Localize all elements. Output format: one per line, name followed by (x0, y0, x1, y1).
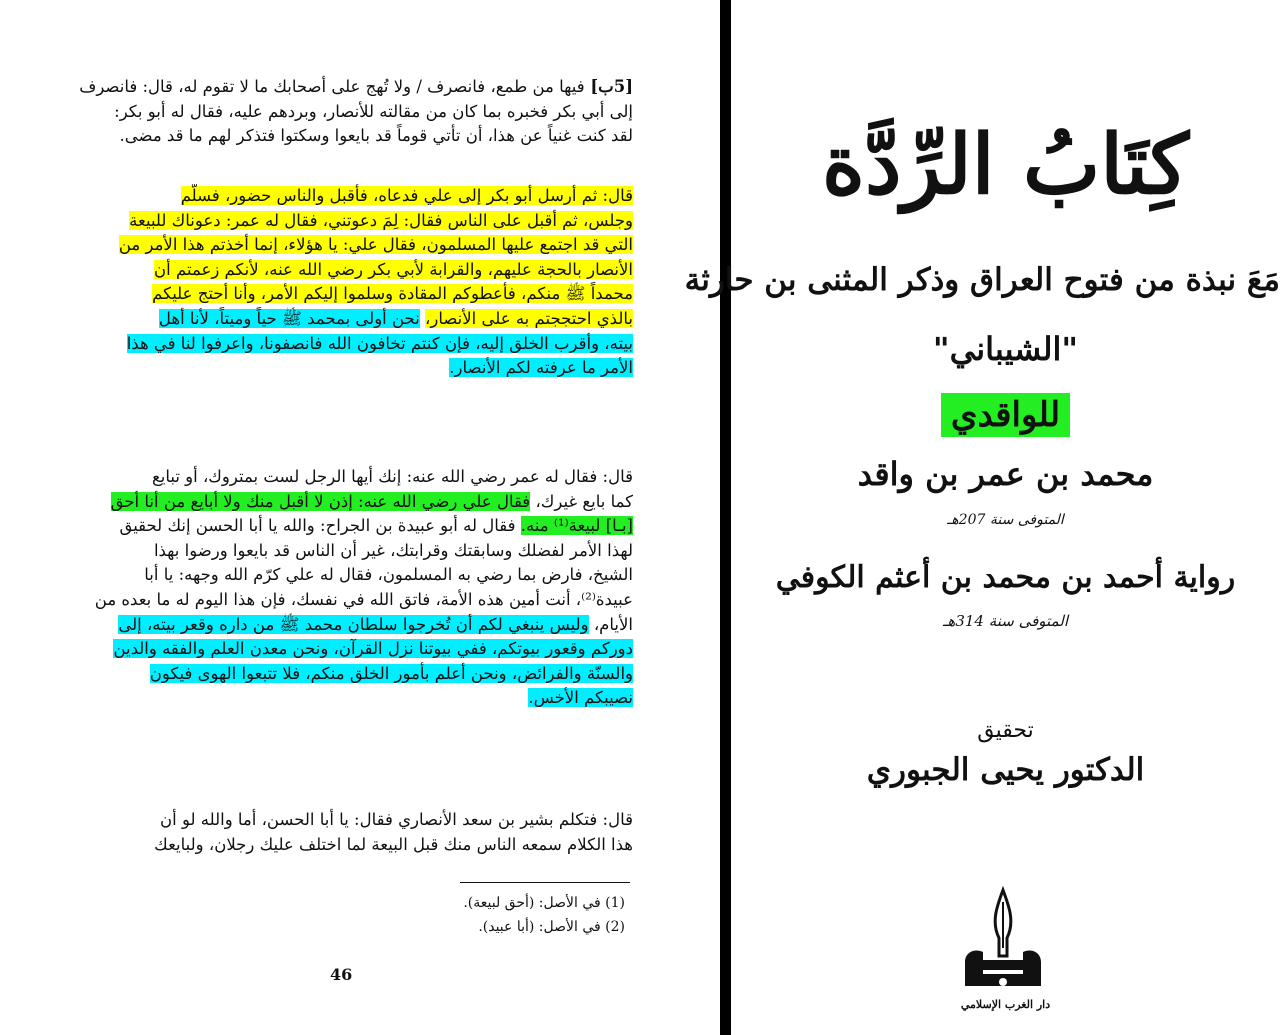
highlighted-text: فقال علي رضي الله عنه: إذن لا أقبل منك ولا أبايع من أنا أحق (110, 491, 531, 511)
text-line (55, 124, 633, 149)
highlighted-text: دوركم وقعور بيوتكم، ففي بيوتنا نزل القرآن، ونحن معدن العلم والفقه والدين (113, 639, 633, 659)
page-divider (720, 0, 731, 1035)
text-line (55, 258, 633, 283)
text-line (55, 465, 633, 490)
text-line: هذا الكلام سمعه الناس منك قبل البيعة لما اختلف عليك رجلان، ولبايعك (154, 834, 633, 854)
text-line (55, 184, 633, 209)
line-text: فقال له أبو عبيدة بن الجراح: والله يا أبا الحسن إنك لحقيق (119, 516, 521, 536)
highlighted-text: الأنصار بالحجة عليهم، والقرابة لأبي بكر رضي الله عنه، لأنكم زعمتم أن (154, 259, 633, 279)
author-short-wrap (731, 393, 1280, 437)
author-full-name: محمد بن عمر بن واقد (857, 455, 1154, 493)
editing-label: تحقيق (977, 718, 1034, 743)
publisher-logo-icon (953, 886, 1053, 996)
text-line (55, 539, 633, 564)
manuscript-page-mark: [5ب] (584, 77, 633, 96)
highlighted-text: التي قد اجتمع عليها المسلمون، فقال علي: يا هؤلاء، إنما أخذتم هذا الأمر من (118, 235, 633, 255)
highlighted-text: بيته، وأقرب الخلق إليه، فإن كنتم تخافون الله فانصفونا، واعرفوا لنا في هذا (126, 333, 633, 353)
author-death-date: المتوفى سنة 207هـ (947, 512, 1064, 528)
text-line (55, 100, 633, 125)
text-line (55, 686, 633, 711)
line-text: الشيخ، فارض بما رضي به المسلمون، فقال له علي كرّم الله وجهه: يا أبا (144, 565, 633, 585)
right-page (684, 0, 1280, 1035)
text-line (55, 490, 633, 515)
text-line: قال: فتكلم بشير بن سعد الأنصاري فقال: يا أبا الحسن، أما والله لو أن (160, 810, 633, 829)
text-line (55, 209, 633, 234)
paragraph-3 (55, 465, 633, 711)
highlighted-text: وليس ينبغي لكم أن تُخرجوا سلطان محمد ﷺ من داره وقعر بيته، إلى (118, 614, 589, 634)
highlighted-text: نصيبكم الأخس. (528, 688, 633, 708)
line-text: الأيام، (588, 614, 633, 634)
line-text: قال: فقال له عمر رضي الله عنه: إنك أيها الرجل لست بمتروك، أو تبايع (151, 467, 633, 486)
text-line (55, 75, 633, 100)
subtitle-name: "الشيباني" (932, 330, 1079, 368)
highlighted-text: وجلس، ثم أقبل على الناس فقال: لِمَ دعوتني، فقال له عمر: دعوناك للبيعة (129, 210, 633, 230)
footnote-1: (1) في الأصل: (أحق لبيعة). (463, 895, 625, 911)
footnote-separator (460, 882, 630, 883)
line-text: فيها من طمع، فانصرف / ولا تُهج على أصحابك ما لا تقوم له، قال: فانصرف (79, 77, 585, 96)
footnote-2: (2) في الأصل: (أبا عبيد). (478, 919, 625, 935)
line-text: عبيدة⁽²⁾، أنت أمين هذه الأمة، فاتق الله في نفسك، فإن هذا اليوم له ما بعده من (94, 589, 633, 609)
text-line (55, 588, 633, 613)
highlighted-text: [بـا] لبيعة⁽¹⁾ منه. (520, 516, 633, 536)
line-text: لقد كنت غنياً عن هذا، أن تأتي قوماً قد بايعوا وسكتوا فتذكر لهم ما قد مضى. (119, 126, 633, 146)
narrator-death-date: المتوفى سنة 314هـ (943, 612, 1068, 630)
page-number: 46 (330, 965, 353, 984)
text-line (55, 356, 633, 381)
text-line (55, 613, 633, 638)
book-subtitle: مَعَ نبذة من فتوح العراق وذكر المثنى بن حارثة (684, 262, 1280, 298)
author-short-name: للواقدي (941, 393, 1070, 437)
publisher-name: دار الغرب الإسلامي (960, 998, 1051, 1011)
text-line (55, 282, 633, 307)
line-text: إلى أبي بكر فخبره بما كان من مقالته للأنصار، وبردهم عليه، فقال له أبو بكر: (114, 101, 633, 121)
text-line (55, 233, 633, 258)
text-line (55, 307, 633, 332)
editor-name: الدكتور يحيى الجبوري (866, 752, 1145, 788)
line-text: لهذا الأمر لفضلك وسابقتك وقرابتك، غير أن الناس قد بايعوا ورضوا بهذا (153, 540, 633, 560)
text-line (55, 514, 633, 539)
highlighted-text: الأمر ما عرفته لكم الأنصار. (449, 358, 633, 378)
text-line (55, 563, 633, 588)
book-title: كِتَابُ الرِّدَّة (822, 117, 1189, 213)
highlighted-text: محمداً ﷺ منكم، فأعطوكم المقادة وسلموا إليكم الأمر، وأنا أحتج عليكم (152, 284, 633, 304)
text-line (55, 662, 633, 687)
narration-line: رواية أحمد بن محمد بن أعثم الكوفي (775, 560, 1236, 595)
line-text: كما بايع غيرك، (530, 491, 633, 511)
highlighted-text: والسنّة والفرائض، ونحن أعلم بأمور الخلق منكم، فلا تتبعوا الهوى فيكون (149, 663, 633, 683)
highlighted-text: نحن أولى بمحمد ﷺ حياً وميتاً، لأنا أهل (158, 308, 420, 328)
paragraph-1 (55, 75, 633, 149)
highlighted-text: بالذي احتججتم به على الأنصار، (425, 308, 633, 328)
paragraph-4 (55, 808, 633, 857)
paragraph-2 (55, 184, 633, 381)
text-line (55, 637, 633, 662)
text-line (55, 332, 633, 357)
highlighted-text: قال: ثم أرسل أبو بكر إلى علي فدعاه، فأقبل والناس حضور، فسلّم (180, 186, 633, 205)
